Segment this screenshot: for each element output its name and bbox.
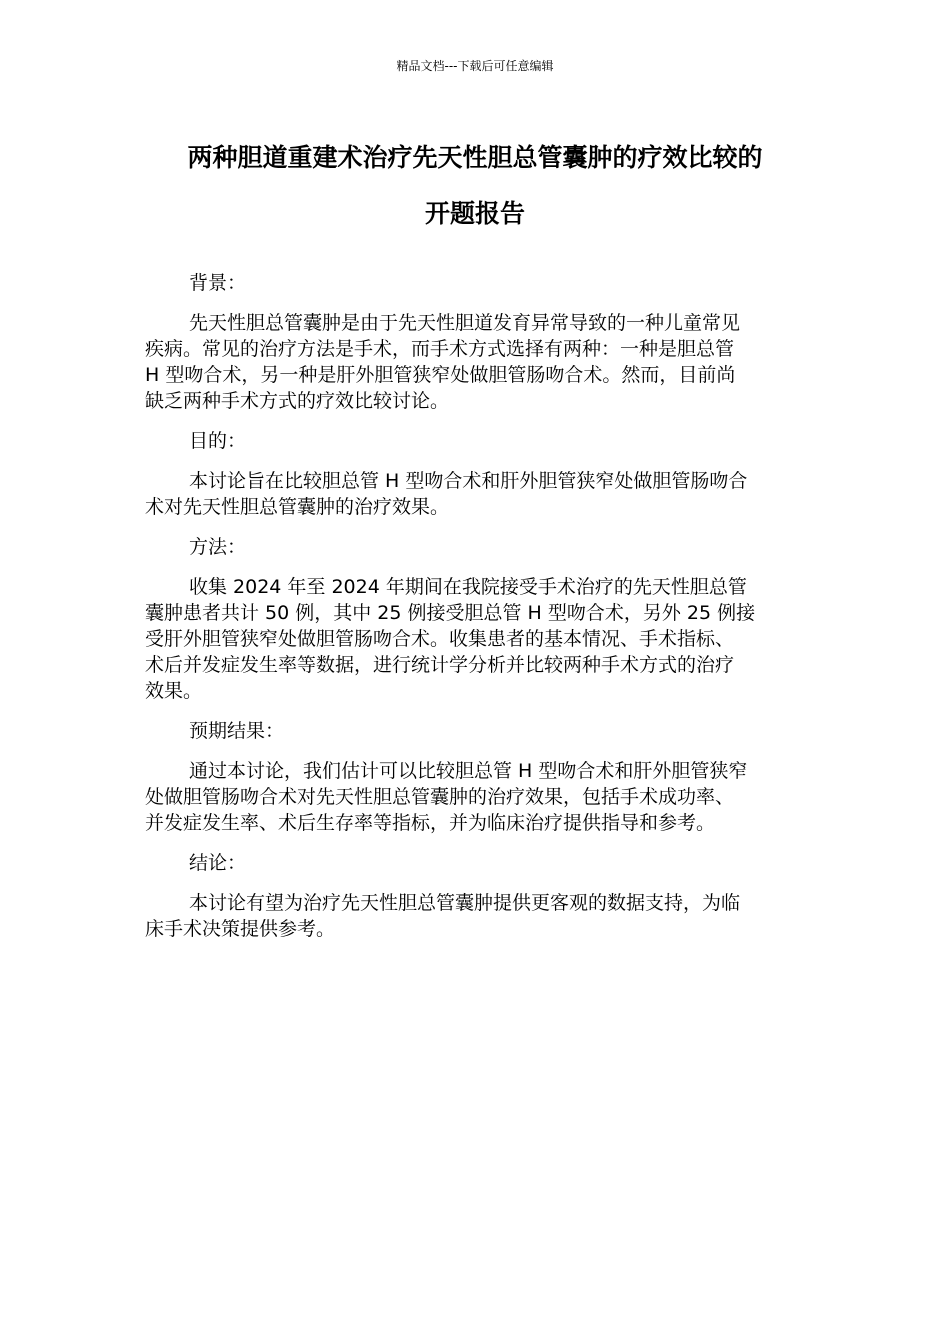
section-heading-expected-results: 预期结果： <box>189 720 285 742</box>
paragraph-line: 术后并发症发生率等数据，进行统计学分析并比较两种手术方式的治疗 <box>145 654 735 676</box>
paragraph-objective <box>145 468 795 520</box>
title-line: 两种胆道重建术治疗先天性胆总管囊肿的疗效比较的 <box>187 143 763 172</box>
document-title <box>120 130 830 242</box>
section-heading-methods: 方法： <box>189 536 247 558</box>
paragraph-expected-results <box>145 758 795 836</box>
paragraph-conclusion <box>145 890 795 942</box>
paragraph-line: 缺乏两种手术方式的疗效比较讨论。 <box>145 390 450 412</box>
paragraph-line: 并发症发生率、术后生存率等指标，并为临床治疗提供指导和参考。 <box>145 812 716 834</box>
paragraph-line: 本讨论旨在比较胆总管 H 型吻合术和肝外胆管狭窄处做胆管肠吻合 <box>189 470 748 492</box>
paragraph-background <box>145 310 795 414</box>
paragraph-line: 处做胆管肠吻合术对先天性胆总管囊肿的治疗效果，包括手术成功率、 <box>145 786 735 808</box>
paragraph-line: 术对先天性胆总管囊肿的治疗效果。 <box>145 496 450 518</box>
paragraph-line: 效果。 <box>145 680 203 702</box>
paragraph-methods <box>145 574 795 704</box>
paragraph-line: 先天性胆总管囊肿是由于先天性胆道发育异常导致的一种儿童常见 <box>189 312 741 334</box>
header-note: 精品文档---下载后可任意编辑 <box>396 59 554 73</box>
document-body <box>145 270 795 956</box>
paragraph-line: 受肝外胆管狭窄处做胆管肠吻合术。收集患者的基本情况、手术指标、 <box>145 628 735 650</box>
paragraph-line: 通过本讨论，我们估计可以比较胆总管 H 型吻合术和肝外胆管狭窄 <box>189 760 748 782</box>
section-heading-objective: 目的： <box>189 430 247 452</box>
section-heading-background: 背景： <box>189 272 247 294</box>
title-line: 开题报告 <box>424 199 525 228</box>
paragraph-line: 收集 2024 年至 2024 年期间在我院接受手术治疗的先天性胆总管 <box>189 576 747 598</box>
paragraph-line: 疾病。常见的治疗方法是手术，而手术方式选择有两种：一种是胆总管 <box>145 338 735 360</box>
paragraph-line: 床手术决策提供参考。 <box>145 918 336 940</box>
paragraph-line: 囊肿患者共计 50 例，其中 25 例接受胆总管 H 型吻合术，另外 25 例接 <box>145 602 756 624</box>
section-heading-conclusion: 结论： <box>189 852 247 874</box>
paragraph-line: H 型吻合术，另一种是肝外胆管狭窄处做胆管肠吻合术。然而，目前尚 <box>145 364 736 386</box>
paragraph-line: 本讨论有望为治疗先天性胆总管囊肿提供更客观的数据支持，为临 <box>189 892 741 914</box>
